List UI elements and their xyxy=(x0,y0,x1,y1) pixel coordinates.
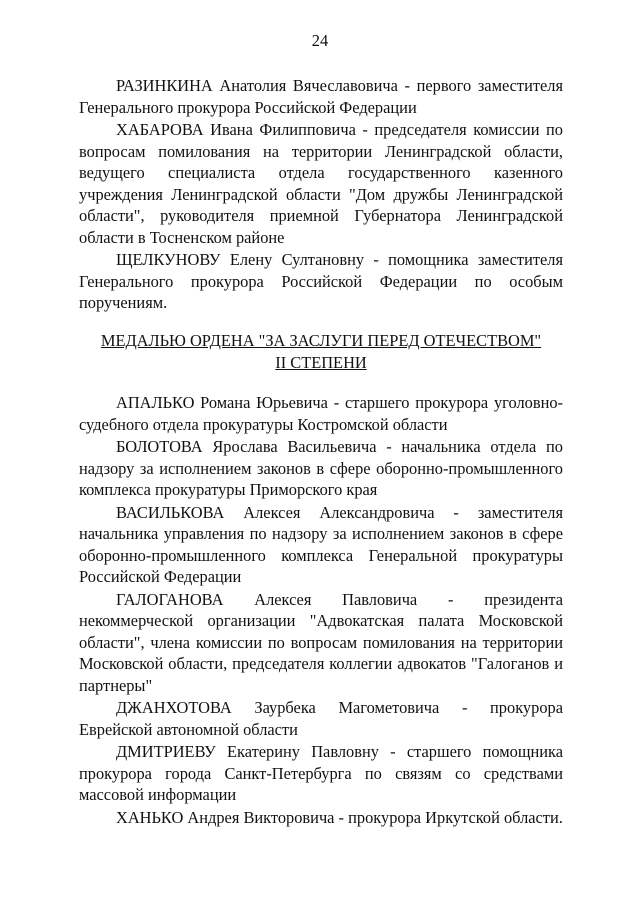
award-entry xyxy=(79,249,563,314)
recipient-details: Романа Юрьевича - старшего прокурора уголовно-судебного отдела прокуратуры Костромской области xyxy=(79,393,563,434)
recipient-surname: ГАЛОГАНОВА xyxy=(116,589,224,609)
award-heading xyxy=(79,330,563,373)
recipient-surname: ЩЕЛКУНОВУ xyxy=(116,250,221,269)
award-list-2 xyxy=(79,392,563,829)
recipient-details: Анатолия Вячеславовича - первого заместителя Генерального прокурора Российской Федерации xyxy=(79,76,563,117)
recipient-details: Заурбека Магометовича - прокурора Еврейской автономной области xyxy=(79,698,563,739)
award-entry xyxy=(79,75,563,118)
recipient-surname: РАЗИНКИНА xyxy=(116,76,213,95)
recipient-details: Андрея Викторовича - прокурора Иркутской области. xyxy=(183,807,563,827)
recipient-details: Алексея Павловича - президента некоммерческой организации "Адвокатская палата Московской области", члена комиссии по вопросам помилования на территории Московской области, председателя коллегии адвокатов "Галоганов и партнеры" xyxy=(79,589,563,695)
award-entry xyxy=(79,807,563,829)
award-entry xyxy=(79,119,563,248)
recipient-surname: БОЛОТОВА xyxy=(116,437,203,456)
recipient-details: Екатерину Павловну - старшего помощника прокурора города Санкт-Петербурга по связям со средствами массовой информации xyxy=(79,742,563,804)
award-entry xyxy=(79,392,563,435)
recipient-surname: АПАЛЬКО xyxy=(116,393,195,412)
recipient-details: Елену Султановну - помощника заместителя Генерального прокурора Российской Федерации по особым поручениям. xyxy=(79,250,563,312)
recipient-details: Ярослава Васильевича - начальника отдела по надзору за исполнением законов в сфере оборонно-промышленного комплекса прокуратуры Приморского края xyxy=(79,437,563,499)
award-entry xyxy=(79,502,563,588)
award-heading-line2: II СТЕПЕНИ xyxy=(275,352,367,372)
award-entry xyxy=(79,436,563,501)
award-heading-line1: МЕДАЛЬЮ ОРДЕНА "ЗА ЗАСЛУГИ ПЕРЕД ОТЕЧЕСТВОМ" xyxy=(100,331,542,350)
recipient-surname: ХАБАРОВА xyxy=(116,120,204,139)
recipient-surname: ВАСИЛЬКОВА xyxy=(116,502,225,522)
recipient-details: Ивана Филипповича - председателя комиссии по вопросам помилования на территории Ленинградской области, ведущего специалиста отдела государственного казенного учреждения Ленинградской области "Дом дружбы Ленинградской области", руководителя приемной Губернатора Ленинградской области в Тосненском районе xyxy=(79,120,563,247)
award-entry xyxy=(79,589,563,697)
recipient-surname: ДЖАНХОТОВА xyxy=(116,698,232,717)
award-list-1 xyxy=(79,75,563,315)
award-entry xyxy=(79,741,563,806)
award-entry xyxy=(79,697,563,740)
recipient-details: Алексея Александровича - заместителя начальника управления по надзору за исполнением законов в сфере оборонно-промышленного комплекса Генеральной прокуратуры Российской Федерации xyxy=(79,502,563,586)
recipient-surname: ХАНЬКО xyxy=(116,807,184,827)
page-number: 24 xyxy=(311,31,329,50)
recipient-surname: ДМИТРИЕВУ xyxy=(116,742,216,761)
